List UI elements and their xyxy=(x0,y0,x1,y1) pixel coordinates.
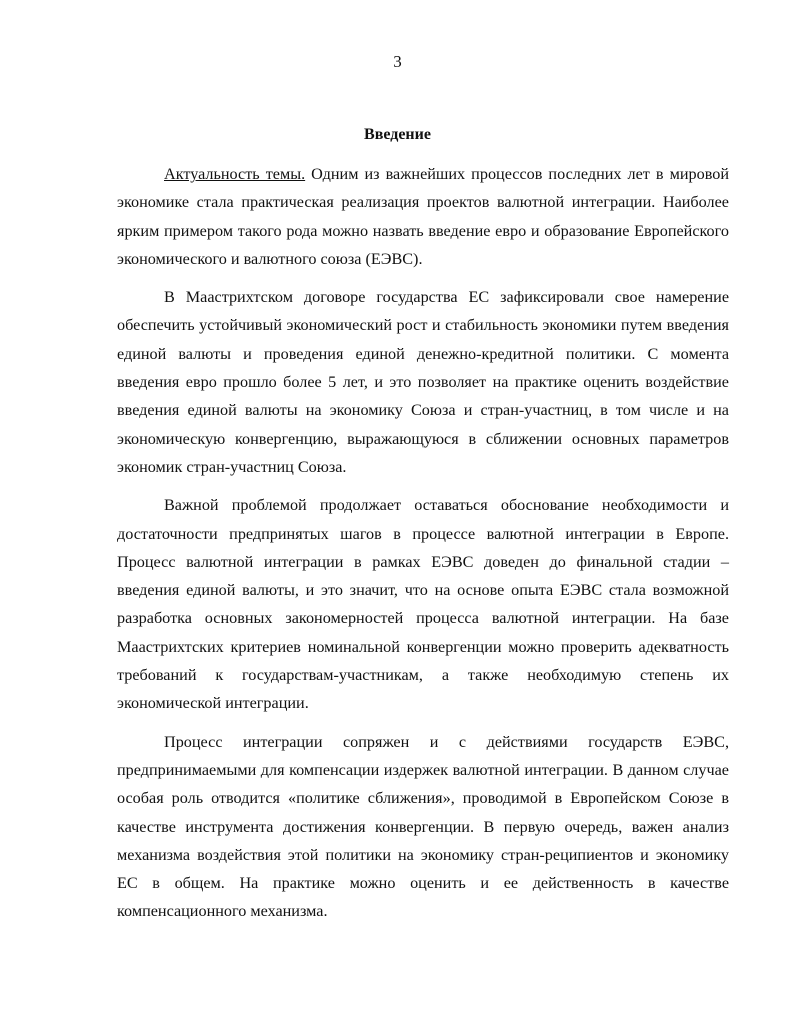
paragraph-text: Одним из важнейших процессов последних лет в мировой экономике стала практическая реализация проектов валютной интеграции. Наиболее ярким примером такого рода можно назвать введение евро и образование Европейского экономического и валютного союза (ЕЭВС). xyxy=(117,165,729,268)
paragraph-maastricht: В Маастрихтском договоре государства ЕС зафиксировали свое намерение обеспечить устойчивый экономический рост и стабильность экономики путем введения единой валюты и проведения единой денежно-кредитной политики. С момента введения евро прошло более 5 лет, и это позволяет на практике оценить воздействие введения единой валюты на экономику Союза и стран-участниц, в том числе и на экономическую конвергенцию, выражающуюся в сближении основных параметров экономик стран-участниц Союза. xyxy=(117,288,729,476)
page-number: 3 xyxy=(393,52,402,71)
paragraph-relevance xyxy=(117,160,729,273)
document-body xyxy=(117,160,729,936)
paragraph-problem: Важной проблемой продолжает оставаться обоснование необходимости и достаточности предпринятых шагов в процессе валютной интеграции в Европе. Процесс валютной интеграции в рамках ЕЭВС доведен до финальной стадии – введения единой валюты, и это значит, что на основе опыта ЕЭВС стала возможной разработка основных закономерностей процесса валютной интеграции. На базе Маастрихтских критериев номинальной конвергенции можно проверить адекватность требований к государствам-участникам, а также необходимую степень их экономической интеграции. xyxy=(117,496,729,713)
section-heading: Введение xyxy=(364,126,431,143)
relevance-lead: Актуальность темы. xyxy=(164,165,306,183)
paragraph-integration: Процесс интеграции сопряжен и с действиями государств ЕЭВС, предпринимаемыми для компенсации издержек валютной интеграции. В данном случае особая роль отводится «политике сближения», проводимой в Европейском Союзе в качестве инструмента достижения конвергенции. В первую очередь, важен анализ механизма воздействия этой политики на экономику стран-реципиентов и экономику ЕС в общем. На практике можно оценить и ее действенность в качестве компенсационного механизма. xyxy=(117,732,729,921)
